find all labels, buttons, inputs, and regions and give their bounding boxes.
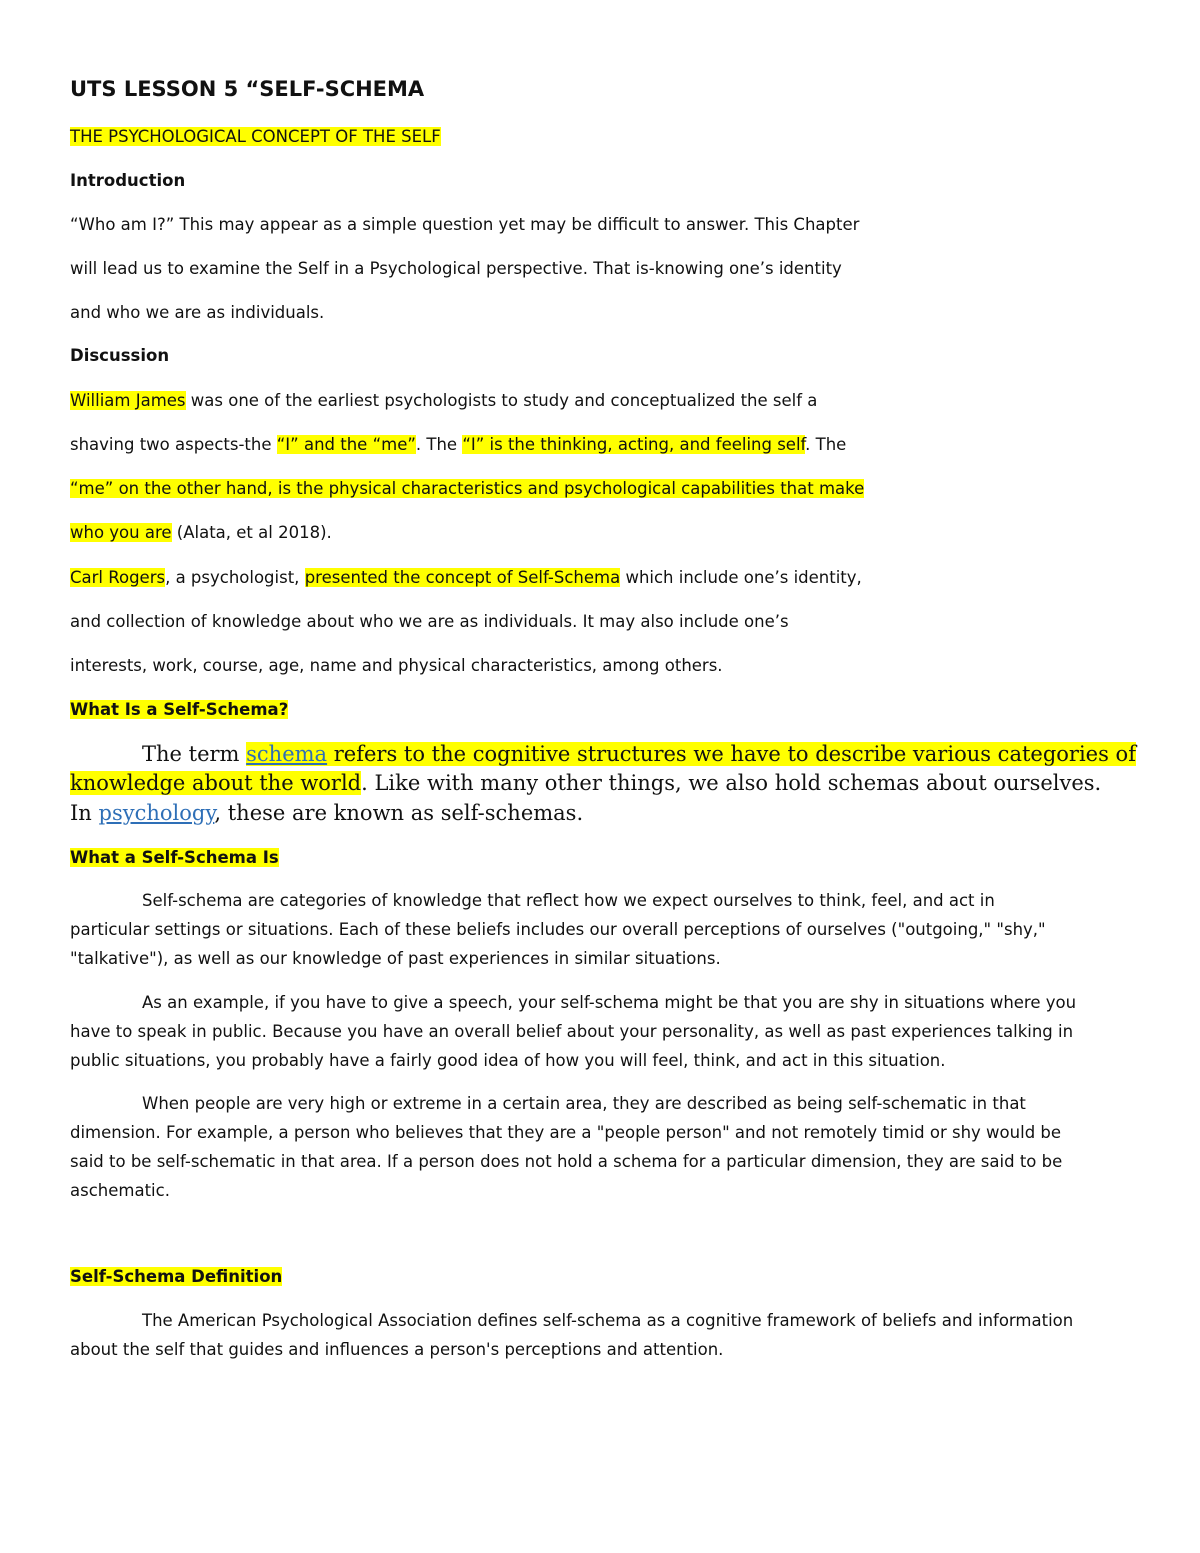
- what-a-p1-line-2: particular settings or situations. Each of these beliefs includes our overall perceptions of ourselves ("outgoing," "shy,": [70, 920, 1046, 939]
- discussion-line-5: [70, 567, 862, 589]
- text-run: , these are known as self-schemas.: [214, 801, 584, 825]
- what-a-p2-line-2: have to speak in public. Because you have an overall belief about your personality, as well as past experiences talking in: [70, 1022, 1074, 1041]
- what-a-p2-line-1: As an example, if you have to give a speech, your self-schema might be that you are shy in situations where you: [142, 993, 1077, 1012]
- subtitle-text: THE PSYCHOLOGICAL CONCEPT OF THE SELF: [70, 127, 441, 146]
- highlight-carl-rogers: Carl Rogers: [70, 568, 166, 587]
- what-a-p1-line-3: "talkative"), as well as our knowledge of past experiences in similar situations.: [70, 949, 721, 968]
- highlight-i-definition: “I” is the thinking, acting, and feeling self: [462, 435, 806, 454]
- text-run: shaving two aspects-the: [70, 435, 277, 454]
- highlighted-phrase: [246, 742, 1136, 766]
- highlight-self-schema-concept: presented the concept of Self-Schema: [304, 568, 621, 587]
- text-run: . The: [805, 435, 847, 454]
- text-run: . Like with many other things, we also hold schemas about ourselves.: [361, 771, 1102, 795]
- what-a-p3-line-3: said to be self-schematic in that area. If a person does not hold a schema for a particular dimension, they are said to be: [70, 1152, 1063, 1171]
- discussion-line-1: [70, 390, 817, 412]
- what-a-p3-line-1: When people are very high or extreme in a certain area, they are described as being self-schematic in that: [142, 1094, 1026, 1113]
- definition-heading-text: Self-Schema Definition: [70, 1267, 283, 1286]
- discussion-line-4: [70, 522, 332, 544]
- definition-heading: [70, 1266, 282, 1288]
- what-a-heading-text: What a Self-Schema Is: [70, 848, 279, 867]
- what-a-p3-line-4: aschematic.: [70, 1181, 170, 1200]
- what-is-heading-text: What Is a Self-Schema?: [70, 700, 289, 719]
- what-is-line-2: [70, 769, 1101, 797]
- text-run: was one of the earliest psychologists to study and conceptualized the self a: [185, 391, 818, 410]
- what-a-p1-line-1: Self-schema are categories of knowledge that reflect how we expect ourselves to think, feel, and act in: [142, 891, 995, 910]
- text-run: (Alata, et al 2018).: [171, 523, 332, 542]
- highlighted-phrase: knowledge about the world: [70, 771, 362, 795]
- what-is-heading: [70, 699, 288, 721]
- schema-link[interactable]: schema: [246, 742, 328, 766]
- what-is-line-3: [70, 799, 583, 827]
- psychology-link[interactable]: psychology: [98, 801, 215, 825]
- highlight-who-you-are: who you are: [70, 523, 172, 542]
- discussion-line-6: and collection of knowledge about who we are as individuals. It may also include one’s: [70, 612, 789, 631]
- what-a-heading: [70, 847, 279, 869]
- discussion-line-7: interests, work, course, age, name and physical characteristics, among others.: [70, 656, 723, 675]
- highlight-william-james: William James: [70, 391, 186, 410]
- what-is-line-1: [142, 740, 1136, 768]
- what-a-p3-line-2: dimension. For example, a person who believes that they are a "people person" and not remotely timid or shy would be: [70, 1123, 1062, 1142]
- text-run: refers to the cognitive structures we have to describe various categories of: [327, 742, 1136, 766]
- discussion-line-2: [70, 434, 846, 456]
- definition-line-2: about the self that guides and influences a person's perceptions and attention.: [70, 1340, 724, 1359]
- discussion-heading: Discussion: [70, 346, 170, 365]
- introduction-line-1: “Who am I?” This may appear as a simple question yet may be difficult to answer. This Chapter: [70, 215, 860, 234]
- subtitle: [70, 126, 441, 148]
- introduction-line-3: and who we are as individuals.: [70, 303, 325, 322]
- text-run: The term: [142, 742, 247, 766]
- introduction-heading: Introduction: [70, 171, 186, 190]
- text-run: In: [70, 801, 99, 825]
- highlight-i-and-me: “I” and the “me”: [276, 435, 416, 454]
- definition-line-1: The American Psychological Association defines self-schema as a cognitive framework of beliefs and information: [142, 1311, 1074, 1330]
- text-run: , a psychologist,: [165, 568, 305, 587]
- text-run: . The: [415, 435, 463, 454]
- introduction-line-2: will lead us to examine the Self in a Psychological perspective. That is-knowing one’s identity: [70, 259, 842, 278]
- what-a-p2-line-3: public situations, you probably have a fairly good idea of how you will feel, think, and act in this situation.: [70, 1051, 946, 1070]
- discussion-line-3: [70, 478, 864, 500]
- text-run: which include one’s identity,: [620, 568, 862, 587]
- document-title: UTS LESSON 5 “SELF-SCHEMA: [70, 77, 425, 101]
- highlight-me-definition: “me” on the other hand, is the physical characteristics and psychological capabilities that make: [70, 479, 865, 498]
